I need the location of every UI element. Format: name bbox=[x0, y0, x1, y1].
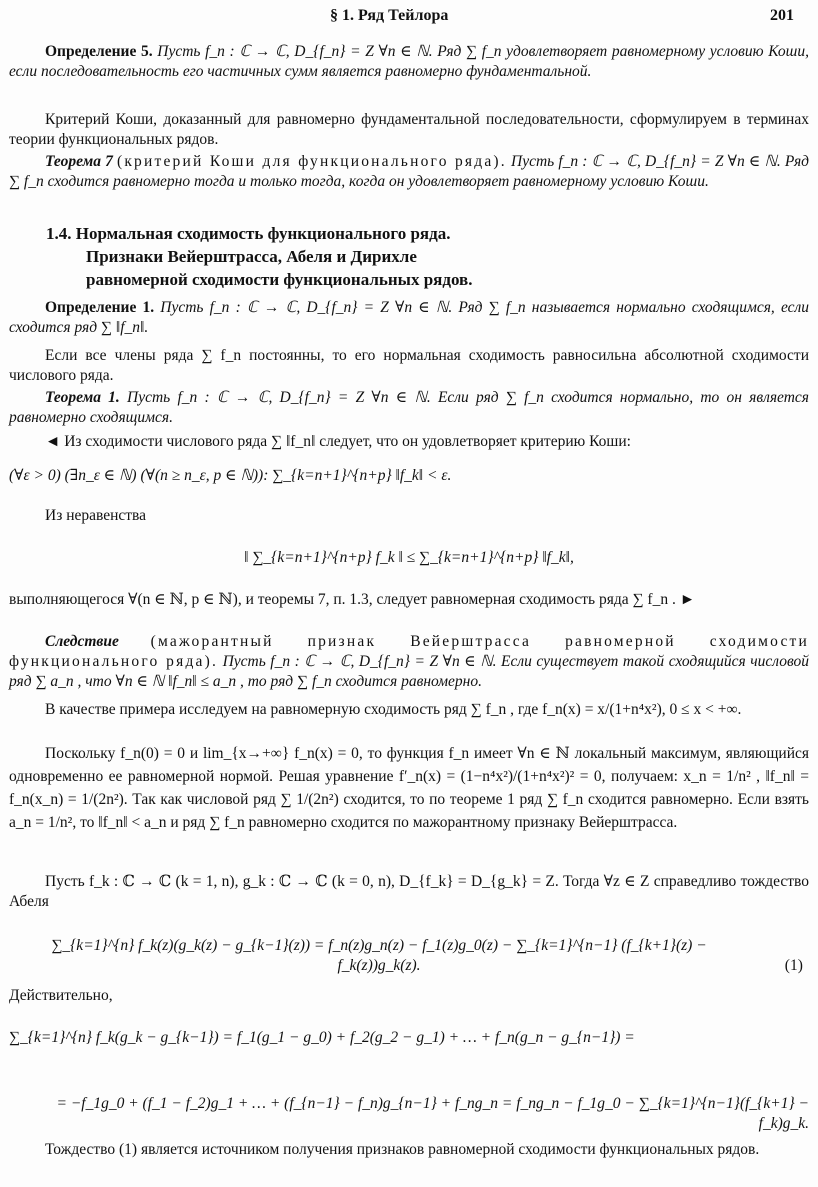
section-title-line: Нормальная сходимость функционального ряда. bbox=[75, 224, 451, 243]
proof-end: выполняющегося ∀(n ∈ ℕ, p ∈ ℕ), и теоремы 7, п. 1.3, следует равномерная сходимость ряда ∑ f_n . ► bbox=[9, 591, 696, 608]
running-header: § 1. Ряд Тейлора bbox=[330, 7, 449, 24]
paragraph: Если все члены ряда ∑ f_n постоянны, то его нормальная сходимость равносильна абсолютной сходимости числового ряда. bbox=[9, 347, 809, 384]
theorem-1 bbox=[9, 388, 809, 428]
theorem-text: Пусть f_n : ℂ → ℂ, D_{f_n} = Z ∀n ∈ ℕ. Ряд ∑ f_n сходится равномерно тогда и только тогда, когда он удовлетворяет равномерному условию Коши. bbox=[9, 153, 809, 190]
section-number: 1.4. bbox=[46, 224, 72, 243]
proof-start: ◄ Из сходимости числового ряда ∑ ‖f_n‖ следует, что он удовлетворяет критерию Коши: bbox=[45, 433, 631, 450]
paragraph: Пусть f_k : ℂ → ℂ (k = 1, n), g_k : ℂ → ℂ (k = 0, n), D_{f_k} = D_{g_k} = Z. Тогда ∀z ∈ Z справедливо тождество Абеля bbox=[9, 873, 809, 910]
example-paragraph: В качестве примера исследуем на равномерную сходимость ряд ∑ f_n , где f_n(x) = x/(1+n⁴x²), 0 ≤ x < +∞. bbox=[45, 701, 742, 718]
definition-label: Определение 5. bbox=[45, 43, 153, 60]
cauchy-condition: (∀ε > 0) (∃n_ε ∈ ℕ) (∀(n ≥ n_ε, p ∈ ℕ)): ∑_{k=n+1}^{n+p} ‖f_k‖ < ε. bbox=[9, 467, 452, 484]
equation-number: (1) bbox=[784, 957, 803, 974]
derivation-line: = −f_1g_0 + (f_1 − f_2)g_1 + … + (f_{n−1} − f_n)g_{n−1} + f_ng_n = f_ng_n − f_1g_0 − ∑_{k=1}^{n−1}(f_{k+1} − f_k)g_k. bbox=[56, 1095, 809, 1132]
paragraph: Поскольку f_n(0) = 0 и lim_{x→+∞} f_n(x) = 0, то функция f_n имеет ∀n ∈ ℕ локальный максимум, являющийся одновременно ее равномерной нормой. Решая уравнение f′_n(x) = (1−n⁴x²)/(1+n⁴x²)² = 0, получаем: x_n = 1/n² , ‖f_n‖ = f_n(x_n) = 1/(2n²). Так как числовой ряд ∑ 1/(2n²) сходится, то по теореме 1 ряд ∑ f_n сходится равномерно. Если взять a_n = 1/n², то ‖f_n‖ < a_n и ряд ∑ f_n равномерно сходится по мажорантному признаку Вейерштрасса. bbox=[9, 745, 809, 831]
corollary-title: (мажорантный признак Вейерштрасса равномерной сходимости функционального ряда). bbox=[9, 633, 810, 670]
definition-text: Пусть f_n : ℂ → ℂ, D_{f_n} = Z ∀n ∈ ℕ. Ряд ∑ f_n удовлетворяет равномерному условию Коши, если последовательность его частичных сумм является равномерно фундаментальной. bbox=[9, 43, 810, 80]
corollary bbox=[9, 632, 809, 692]
corollary-label: Следствие bbox=[45, 633, 119, 650]
theorem-7 bbox=[9, 152, 809, 192]
page-number: 201 bbox=[770, 7, 794, 24]
paragraph: Действительно, bbox=[9, 987, 113, 1004]
paragraph: Из неравенства bbox=[45, 507, 147, 524]
section-heading bbox=[46, 222, 746, 291]
derivation-line: ∑_{k=1}^{n} f_k(g_k − g_{k−1}) = f_1(g_1 − g_0) + f_2(g_2 − g_1) + … + f_n(g_n − g_{n−1}) = bbox=[9, 1029, 635, 1046]
definition-label: Определение 1. bbox=[45, 299, 155, 316]
theorem-title: (критерий Коши для функционального ряда). bbox=[116, 153, 507, 170]
definition-1 bbox=[9, 298, 809, 338]
paragraph: Тождество (1) является источником получения признаков равномерной сходимости функциональных рядов. bbox=[45, 1141, 760, 1158]
definition-text: Пусть f_n : ℂ → ℂ, D_{f_n} = Z ∀n ∈ ℕ. Ряд ∑ f_n называется нормально сходящимся, если сходится ряд ∑ ‖f_n‖. bbox=[9, 299, 810, 336]
theorem-label: Теорема 7 bbox=[45, 153, 113, 170]
section-title-line: Признаки Вейерштрасса, Абеля и Дирихле bbox=[86, 247, 417, 266]
abel-formula: ∑_{k=1}^{n} f_k(z)(g_k(z) − g_{k−1}(z)) = f_n(z)g_n(z) − f_1(z)g_0(z) − ∑_{k=1}^{n−1} (f_{k+1}(z) − f_k(z))g_k(z). bbox=[51, 937, 707, 974]
corollary-text: Пусть f_n : ℂ → ℂ, D_{f_n} = Z ∀n ∈ ℕ. Если существует такой сходящийся числовой ряд ∑ a_n , что ∀n ∈ ℕ ‖f_n‖ ≤ a_n , то ряд ∑ f_n сходится равномерно. bbox=[9, 653, 810, 690]
abel-identity bbox=[9, 936, 809, 976]
theorem-text: Пусть f_n : ℂ → ℂ, D_{f_n} = Z ∀n ∈ ℕ. Если ряд ∑ f_n сходится нормально, то он является равномерно сходящимся. bbox=[9, 389, 810, 426]
inequality-formula: ‖ ∑_{k=n+1}^{n+p} f_k ‖ ≤ ∑_{k=n+1}^{n+p} ‖f_k‖, bbox=[244, 549, 574, 566]
paragraph: Критерий Коши, доказанный для равномерно фундаментальной последовательности, сформулируем в терминах теории функциональных рядов. bbox=[9, 111, 809, 148]
theorem-label: Теорема 1. bbox=[45, 389, 120, 406]
section-title-line: равномерной сходимости функциональных рядов. bbox=[86, 270, 473, 289]
definition-5 bbox=[9, 42, 809, 82]
